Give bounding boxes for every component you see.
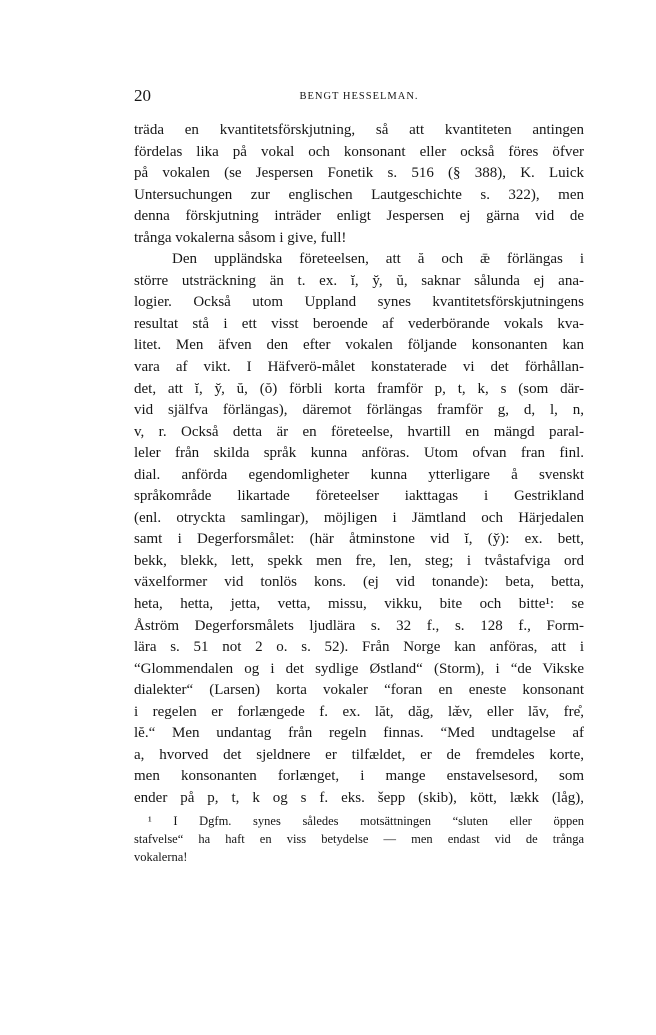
- page-header: [134, 86, 584, 108]
- text-line: lĕ.“ Men undantag från regeln finnas. “Med undtagelse af: [134, 725, 584, 742]
- text-line: träda en kvantitetsförskjutning, så att kvantiteten antingen: [134, 122, 584, 138]
- text-line: leler från skilda språk kunna anföras. Utom ofvan fran finl.: [134, 445, 584, 462]
- text-line: Untersuchungen zur englischen Lautgeschichte s. 322), men: [134, 186, 584, 203]
- text-line: dialekter“ (Larsen) korta vokaler “foran en eneste konsonant: [134, 682, 584, 699]
- text-line: Åström Degerforsmålets ljudlära s. 32 f., s. 128 f., Form-: [134, 617, 584, 634]
- text-line: a, hvorved det sjeldnere er tilfældet, er de fremdeles korte,: [134, 746, 584, 763]
- text-line: det, att ĭ, y̆, ŭ, (ŏ) förbli korta framför p, t, k, s (som där-: [134, 380, 584, 397]
- text-line: samt i Degerforsmålet: (här åtminstone vid ĭ, (y̆): ex. bett,: [134, 531, 584, 548]
- text-line: Den uppländska företeelsen, att ă och ǣ förlängas i: [172, 251, 584, 268]
- text-line: heta, hetta, jetta, vetta, missu, vikku, bite och bitte¹: se: [134, 596, 584, 613]
- text-line: växelformer vid tonlös kons. (ej vid tonande): beta, betta,: [134, 574, 584, 591]
- text-line: vara af vikt. I Häfverö-målet konstaterade vi det förhållan-: [134, 359, 584, 376]
- text-line: språkområde likartade företeelser iakttagas i Gestrikland: [134, 488, 584, 505]
- text-line: ender på p, t, k og s f. eks. šepp (skib), kött, lækk (låg),: [134, 789, 584, 806]
- footnote-line: vokalerna!: [134, 850, 188, 864]
- text-line: men konsonanten forlænget, i mange enstavelsesord, som: [134, 768, 584, 785]
- text-line: fördelas lika på vokal och konsonant eller också föres öfver: [134, 143, 584, 160]
- text-line: v, r. Också detta är en företeelse, hvartill en mängd paral-: [134, 423, 584, 440]
- text-line: denna förskjutning inträder enligt Jespersen ej gärna vid de: [134, 208, 584, 225]
- text-line: litet. Men äfven den efter vokalen följande konsonanten kan: [134, 337, 584, 354]
- text-line: logier. Också utom Uppland synes kvantitetsförskjutningens: [134, 294, 584, 311]
- text-line: trånga vokalerna såsom i give, full!: [134, 229, 347, 246]
- footnote-line: stafvelse“ ha haft en viss betydelse — men endast vid de trånga: [134, 832, 584, 846]
- text-line: (enl. otryckta samlingar), möjligen i Jämtland och Härjedalen: [134, 509, 584, 526]
- footnotes: [134, 812, 584, 866]
- text-line: på vokalen (se Jespersen Fonetik s. 516 (§ 388), K. Luick: [134, 165, 584, 182]
- running-head: BENGT HESSELMAN.: [299, 91, 419, 102]
- text-line: vid själfva förlängas), däremot förlängas framför g, d, l, n,: [134, 402, 584, 419]
- text-line: dial. anförda egendomligheter kunna ytterligare å svenskt: [134, 466, 584, 483]
- text-line: lära s. 51 not 2 o. s. 52). Från Norge kan anföras, att i: [134, 639, 584, 656]
- text-line: resultat stå i ett visst beroende af vederbörande vokals kva-: [134, 315, 584, 332]
- text-line: bekk, blekk, lett, spekk men fre, len, steg; i tvåstafviga ord: [134, 552, 584, 569]
- text-line: i regelen er forlængede f. ex. lăt, dăg, læ̆v, eller lăv, fre̊,: [134, 703, 584, 720]
- page-number: 20: [134, 86, 151, 105]
- body-text: [134, 120, 584, 810]
- footnote-line: ¹ I Dgfm. synes således motsättningen “sluten eller öppen: [148, 814, 584, 828]
- text-line: större utsträckning än t. ex. ĭ, y̆, ŭ, saknar sålunda ej ana-: [134, 272, 584, 289]
- text-line: “Glommendalen og i det sydlige Østland“ (Storm), i “de Vikske: [134, 660, 584, 677]
